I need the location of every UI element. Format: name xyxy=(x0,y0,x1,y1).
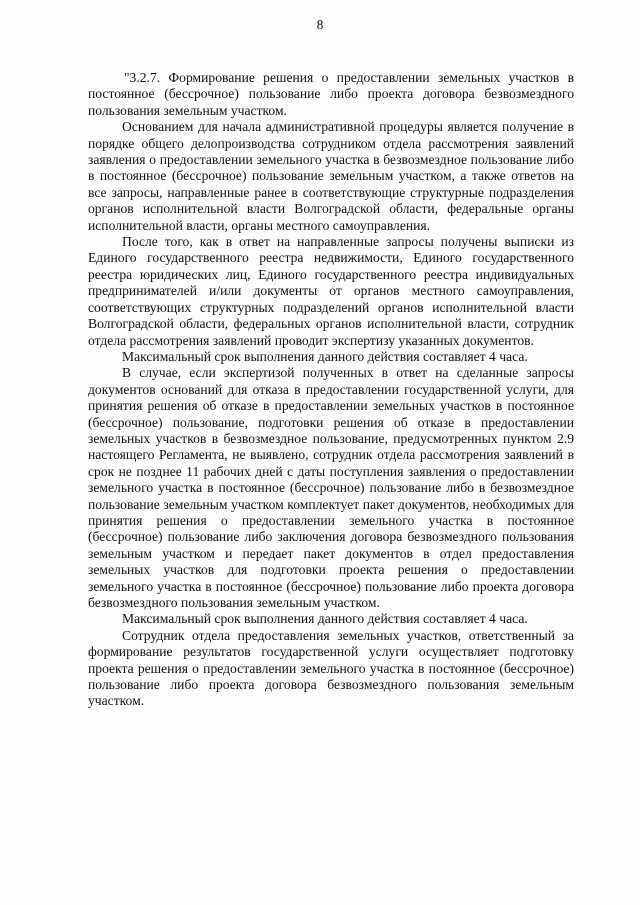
paragraph-procedure-basis: Основанием для начала административной процедуры является получение в порядке общего делопроизводства сотрудником отдела рассмотрения заявлений заявления о предоставлении земельного участка в безвозмездное пользование либо в постоянное (бессрочное) пользование земельным участком, а также ответов на все запросы, направленные ранее в соответствующие структурные подразделения органов исполнительной власти Волгоградской области, федеральные органы исполнительной власти, органы местного самоуправления. xyxy=(88,119,574,233)
paragraph-draft-preparation: Сотрудник отдела предоставления земельных участков, ответственный за формирование результатов государственной услуги осуществляет подготовку проекта решения о предоставлении земельного участка в постоянное (бессрочное) пользование либо проекта договора безвозмездного пользования земельным участком. xyxy=(88,627,574,709)
paragraph-max-time-2: Максимальный срок выполнения данного действия составляет 4 часа. xyxy=(122,611,528,627)
document-body xyxy=(88,70,574,710)
paragraph-no-refusal-case: В случае, если экспертизой полученных в ответ на сделанные запросы документов оснований для отказа в предоставлении государственной услуги, для принятия решения об отказе в предоставлении земельных участков в постоянное (бессрочное) пользование, подготовки решения об отказе в предоставлении земельных участков в безвозмездное пользование, предусмотренных пунктом 2.9 настоящего Регламента, не выявлено, сотрудник отдела рассмотрения заявлений в срок не позднее 11 рабочих дней с даты поступления заявления о предоставлении земельного участка в постоянное (бессрочное) пользование либо в безвозмездное пользование земельным участком комплектует пакет документов, необходимых для принятия решения о предоставлении земельного участка в постоянное (бессрочное) пользование либо заключения договора безвозмездного пользования земельным участком и передает пакет документов в отдел предоставления земельных участков для подготовки проекта решения о предоставлении земельного участка в постоянное (бессрочное) пользование либо проекта договора безвозмездного пользования земельным участком. xyxy=(88,365,574,610)
paragraph-document-review: После того, как в ответ на направленные запросы получены выписки из Единого государственного реестра недвижимости, Единого государственного реестра юридических лиц, Единого государственного реестра индивидуальных предпринимателей и/или документы от органов местного самоуправления, соответствующих структурных подразделений органов исполнительной власти Волгоградской области, федеральных органов исполнительной власти, сотрудник отдела рассмотрения заявлений проводит экспертизу указанных документов. xyxy=(88,234,574,348)
page-number: 8 xyxy=(316,17,324,32)
paragraph-max-time-1: Максимальный срок выполнения данного действия составляет 4 часа. xyxy=(122,348,528,364)
paragraph-section-heading: "3.2.7. Формирование решения о предоставлении земельных участков в постоянное (бессрочное) пользование либо проекта договора безвозмездного пользования земельным участком. xyxy=(88,70,574,118)
